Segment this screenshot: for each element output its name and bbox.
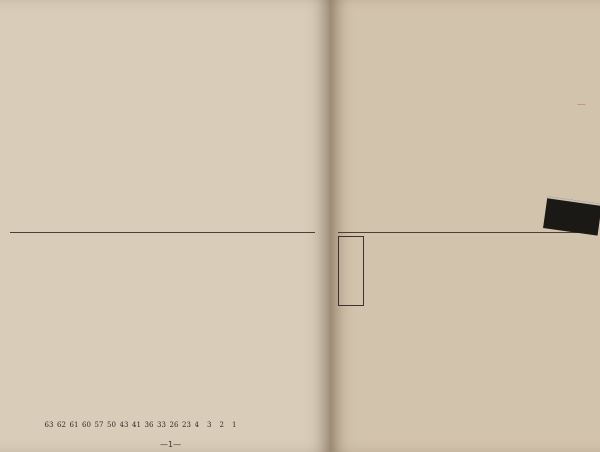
section-divider [10, 232, 315, 233]
section-divider [338, 232, 593, 233]
toc-page-number: 57 [94, 421, 104, 429]
toc-page-number: 43 [119, 421, 129, 429]
toc-page-number: 4 [194, 421, 199, 429]
toc-page-number: 61 [69, 421, 79, 429]
toc-page-number: 33 [157, 421, 166, 429]
toc-page-number: 23 [182, 421, 191, 429]
toc-page-number: 63 [44, 421, 54, 429]
toc-page-number: 1 [232, 421, 237, 429]
toc-page-number: 26 [169, 421, 179, 429]
handwritten-mark: ｜ [577, 100, 586, 108]
box-title [338, 236, 364, 306]
toc-page-number: 60 [82, 421, 91, 429]
toc-page-number: 36 [144, 421, 154, 429]
toc-page-number: 3 [207, 421, 212, 429]
page-number: —1— [160, 440, 182, 449]
toc-page-number: 41 [132, 421, 141, 429]
toc-page-number: 62 [57, 421, 66, 429]
toc-page-number: 50 [107, 421, 116, 429]
toc-page-number: 2 [219, 421, 224, 429]
